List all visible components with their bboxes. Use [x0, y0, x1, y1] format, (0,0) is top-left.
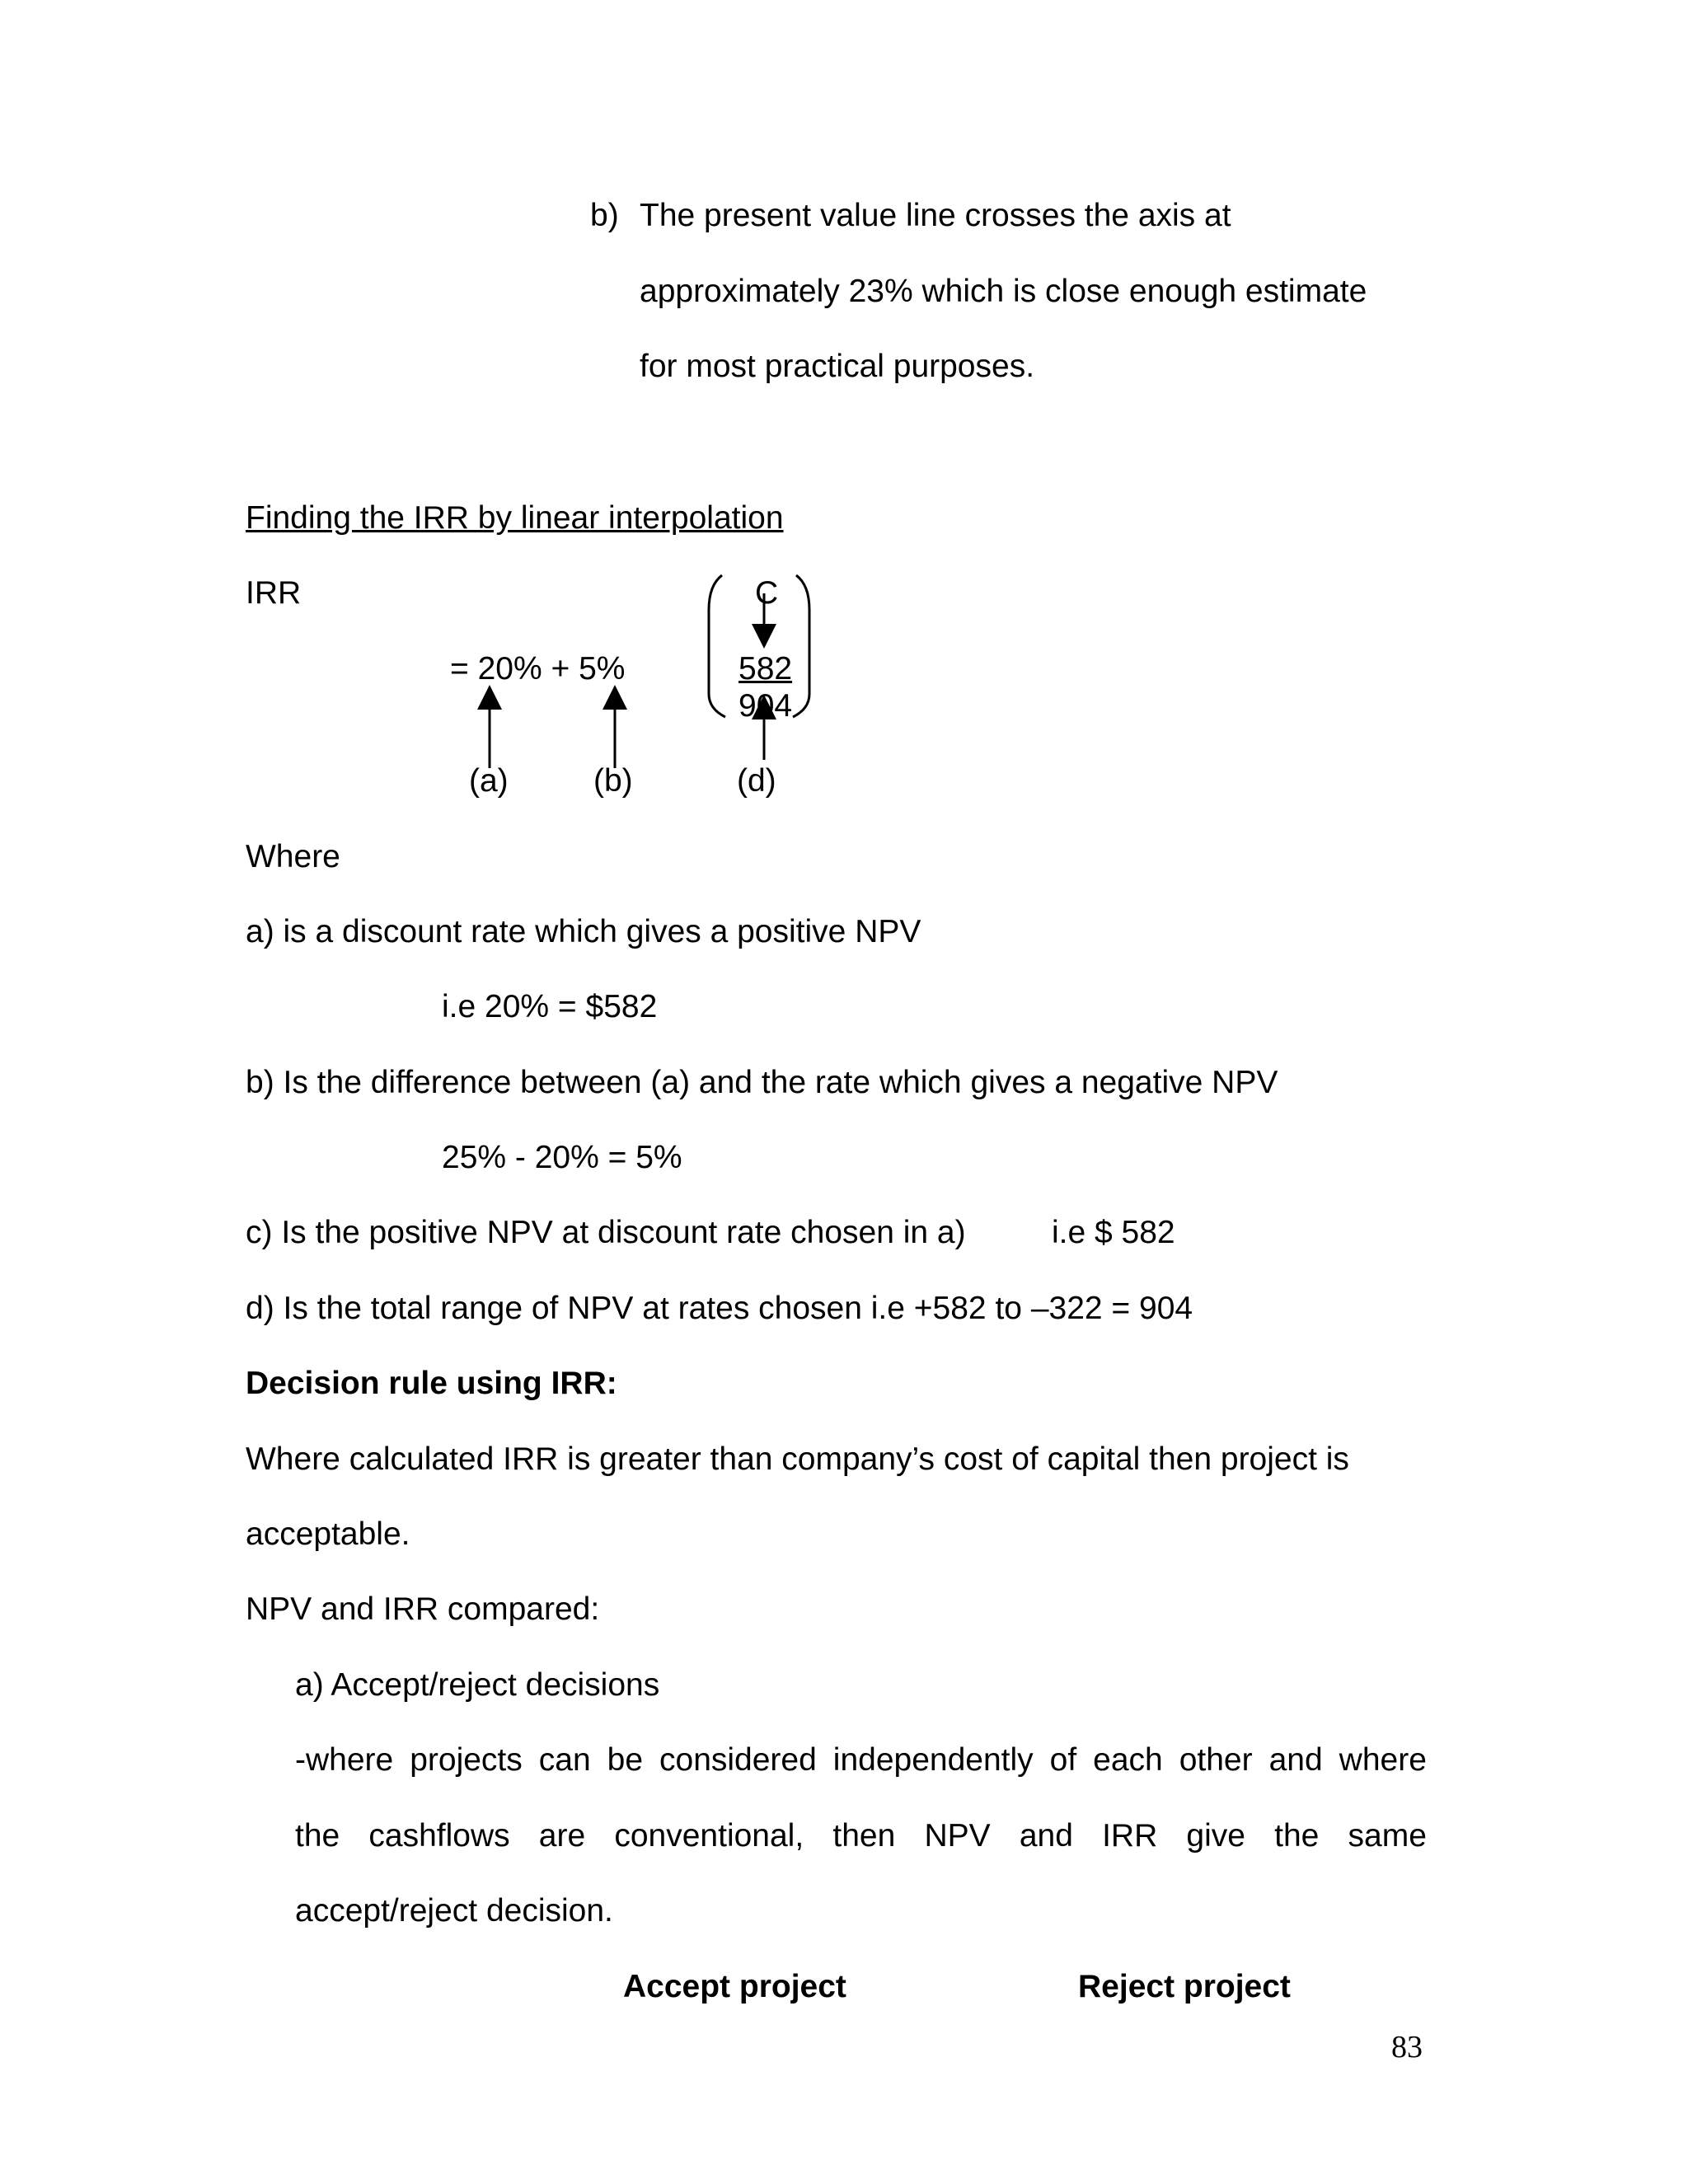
paragraph-word: each — [1093, 1742, 1163, 1778]
formula-label-d: (d) — [737, 763, 776, 799]
def-c-value: i.e $ 582 — [1052, 1215, 1175, 1250]
def-c: c) Is the positive NPV at discount rate chosen in a) — [246, 1215, 966, 1250]
compare-paragraph-line-1 — [295, 1741, 1427, 1779]
paragraph-word: of — [1049, 1742, 1077, 1778]
page-number: 83 — [1391, 2030, 1423, 2064]
paragraph-word: considered — [659, 1742, 817, 1778]
accept-project-heading: Accept project — [623, 1969, 846, 2004]
decision-line-1: Where calculated IRR is greater than company’s cost of capital then project is — [246, 1441, 1349, 1477]
def-a-example: i.e 20% = $582 — [442, 989, 658, 1024]
paragraph-word: the — [1274, 1818, 1320, 1854]
paragraph-word: conventional, — [614, 1818, 804, 1854]
compare-paragraph-line-3: accept/reject decision. — [295, 1893, 613, 1929]
paragraph-word: same — [1348, 1818, 1427, 1854]
paragraph-word: -where — [295, 1742, 394, 1778]
paragraph-word: be — [607, 1742, 644, 1778]
decision-title: Decision rule using IRR: — [246, 1366, 617, 1401]
formula-lhs: IRR — [246, 575, 302, 611]
paragraph-word: other — [1179, 1742, 1253, 1778]
formula-denominator: 904 — [738, 688, 793, 724]
paragraph-word: and — [1268, 1742, 1323, 1778]
formula-label-a: (a) — [469, 763, 509, 799]
paragraph-word: where — [1339, 1742, 1427, 1778]
where-label: Where — [246, 839, 340, 874]
def-b: b) Is the difference between (a) and the rate which gives a negative NPV — [246, 1065, 1278, 1100]
paragraph-word: the — [295, 1818, 340, 1854]
left-bracket — [709, 575, 725, 717]
paragraph-word: give — [1186, 1818, 1245, 1854]
formula-rhs: = 20% + 5% — [450, 651, 626, 687]
item-b-line-3: for most practical purposes. — [640, 349, 1035, 384]
paragraph-word: cashflows — [368, 1818, 510, 1854]
paragraph-word: and — [1019, 1818, 1073, 1854]
def-d: d) Is the total range of NPV at rates chosen i.e +582 to –322 = 904 — [246, 1291, 1193, 1326]
def-b-example: 25% - 20% = 5% — [442, 1140, 682, 1175]
reject-project-heading: Reject project — [1078, 1969, 1291, 2004]
formula-label-b: (b) — [593, 763, 633, 799]
def-a: a) is a discount rate which gives a positive NPV — [246, 914, 921, 949]
compare-item-a: a) Accept/reject decisions — [295, 1667, 660, 1703]
paragraph-word: are — [538, 1818, 586, 1854]
formula-c-label: C — [755, 575, 779, 611]
item-b-marker: b) — [590, 198, 619, 233]
decision-line-2: acceptable. — [246, 1516, 410, 1552]
paragraph-word: then — [832, 1818, 896, 1854]
section-heading: Finding the IRR by linear interpolation — [246, 500, 784, 536]
compare-title: NPV and IRR compared: — [246, 1591, 600, 1627]
paragraph-word: IRR — [1102, 1818, 1158, 1854]
compare-paragraph-line-2 — [295, 1817, 1427, 1855]
item-b-line-2: approximately 23% which is close enough estimate — [640, 274, 1367, 309]
formula-numerator: 582 — [738, 651, 793, 687]
paragraph-word: projects — [410, 1742, 523, 1778]
right-bracket — [793, 575, 809, 717]
item-b-line-1: The present value line crosses the axis at — [640, 198, 1231, 233]
paragraph-word: can — [538, 1742, 591, 1778]
paragraph-word: independently — [832, 1742, 1034, 1778]
paragraph-word: NPV — [924, 1818, 991, 1854]
